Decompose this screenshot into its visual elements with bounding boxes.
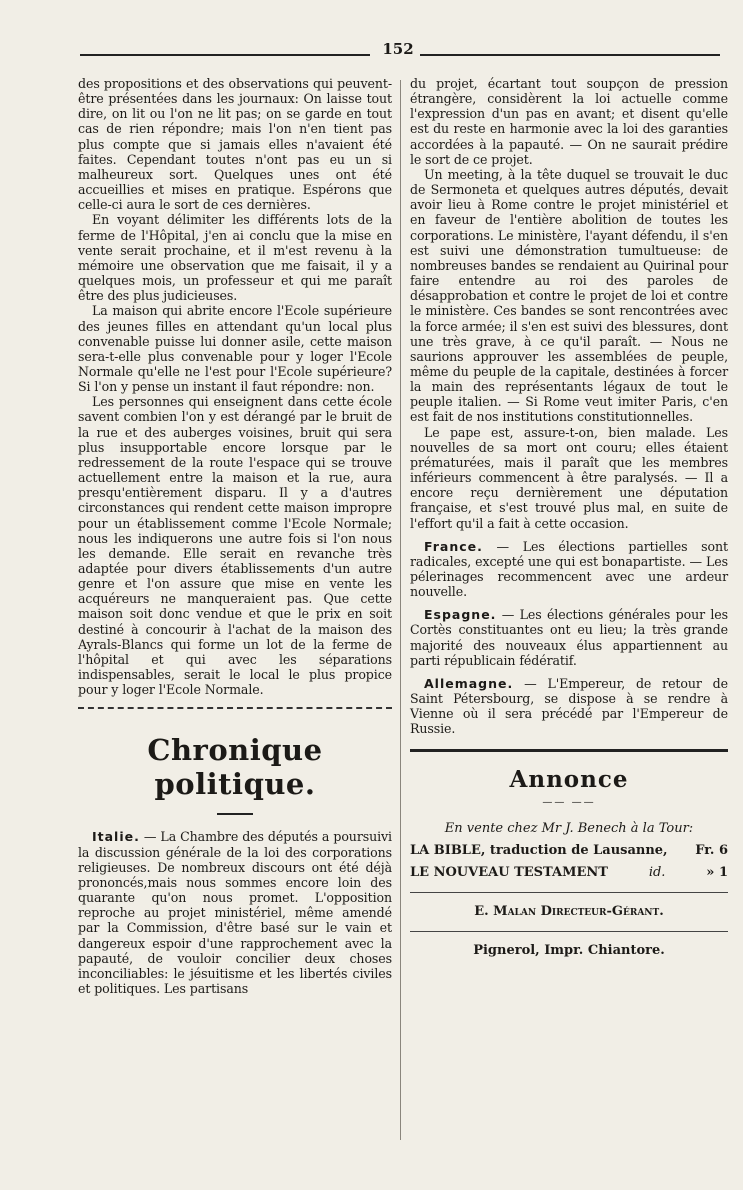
paragraph: Un meeting, à la tête duquel se trouvait le duc de Sermoneta et quelques autres députés, devait avoir lieu à Rome contre le projet ministériel et en faveur de l'entière abolition de toutes les corporations. Le ministère, l'ayant défendu, il s'en est suivi une démonstration tumultueuse: de nombreuses bandes se rendaient au Quirinal pour faire entendre au roi des paroles de désapprobation et contre le projet de loi et contre le ministère. Ces bandes se sont rencontrées avec la force armée; il s'en est suivi des blessures, dont une très grave, à ce qu'il paraît. — Nous ne saurions approuver les assemblées de peuple, même du peuple de la capitale, destinées à forcer la main des représentants légaux de tout le peuple italien. — Si Rome veut imiter Paris, c'en est fait de nos institutions constitutionnelles. bbox=[410, 166, 728, 425]
country-label: Allemagne. bbox=[424, 675, 514, 691]
annonce-divider bbox=[410, 749, 728, 752]
paragraph-text: — Les élections partielles sont radicales, excepté une qui est bonapartiste. — Les pélerinages recommencent avec une ardeur nouvelle. bbox=[410, 538, 728, 600]
paragraph-allemagne bbox=[410, 676, 728, 737]
nt-title: LE NOUVEAU TESTAMENT bbox=[410, 864, 608, 880]
footer-rule bbox=[410, 931, 728, 932]
section-divider bbox=[78, 707, 392, 709]
paragraph-text: — La Chambre des députés a poursuivi la discussion générale de la loi des corporations religieuses. De nombreux discours ont été déjà prononcés,mais nous sommes encore loin des quarante qu'on nous promet. L'opposition reproche au projet ministériel, même amendé par la Commission, d'être basé sur le vain et dangereux espoir d'une rapprochement avec la papauté, de vouloir concilier deux choses inconciliables: le jésuitisme et les libertés civiles et politiques. Les partisans bbox=[78, 829, 392, 996]
page-number: 152 bbox=[382, 40, 414, 58]
bible-price: Fr. 6 bbox=[695, 842, 728, 858]
country-label: Italie. bbox=[92, 829, 140, 845]
country-label: Espagne. bbox=[424, 607, 497, 623]
annonce-line-bible bbox=[410, 840, 728, 862]
paragraph-text: — Les élections générales pour les Cortès constituantes ont eu lieu; la très grande majorité des nouveaux élus appartiennent au parti républicain fédératif. bbox=[410, 607, 728, 668]
header-rule-left bbox=[80, 54, 370, 56]
printer-line: Pignerol, Impr. Chiantore. bbox=[473, 942, 665, 958]
paragraph: des propositions et des observations qui peuvent-être présentées dans les journaux: On laisse tout dire, on lit ou l'on ne lit pas; on se garde en tout cas de rien répondre; mais l'on n'en tient pas plus compte que si jamais elles n'avaient été faites. Cependant toutes n'ont pas eu un si malheureux sort. Quelques unes ont été accueillies et mises en pratique. Espérons que celle-ci aura le sort de ces dernières. bbox=[78, 76, 392, 213]
section-title: Chronique politique. bbox=[147, 733, 323, 802]
annonce-block bbox=[410, 818, 728, 962]
annonce-dash: —— —— bbox=[542, 796, 596, 808]
title-rule bbox=[217, 813, 253, 815]
header-rule-right bbox=[420, 54, 720, 56]
paragraph: En voyant délimiter les différents lots de la ferme de l'Hôpital, j'en ai conclu que la mise en vente serait prochaine, et il m'est revenu à la mémoire une observation que me faisait, il y a quelques mois, un professeur et qui me paraît être des plus judicieuses. bbox=[78, 212, 392, 304]
paragraph-france bbox=[410, 539, 728, 600]
footer-rule bbox=[410, 892, 728, 893]
paragraph: Le pape est, assure-t-on, bien malade. Les nouvelles de sa mort ont couru; elles étaient prématurées, mais il paraît que les membres inférieurs commencent à être paralysés. — Il a encore reçu dernièrement une députation française, et s'est trouvé plus mal, en suite de l'effort qu'il a fait à cette occasion. bbox=[410, 424, 728, 531]
left-column bbox=[78, 76, 392, 996]
paragraph-italie bbox=[78, 829, 392, 996]
nt-price: » 1 bbox=[706, 864, 728, 880]
paragraph: La maison qui abrite encore l'Ecole supérieure des jeunes filles en attendant qu'un local plus convenable puisse lui donner asile, cette maison sera-t-elle plus convenable pour y loger l'Ecole Normale qu'elle ne l'est pour l'Ecole supérieure? Si l'on y pense un instant il faut répondre: non. bbox=[78, 303, 392, 395]
paragraph-text: — L'Empereur, de retour de Saint Pétersbourg, se dispose à se rendre à Vienne où il sera précédé par l'Empereur de Russie. bbox=[410, 675, 728, 737]
paragraph-espagne bbox=[410, 607, 728, 668]
paragraph: du projet, écartant tout soupçon de pression étrangère, considèrent la loi actuelle comme l'expression d'un pas en avant; et disent qu'elle est du reste en harmonie avec la loi des garanties accordées à la papauté. — On ne saurait prédire le sort de ce projet. bbox=[410, 76, 728, 167]
director-line: E. Malan Directeur-Gérant. bbox=[474, 903, 664, 919]
country-label: France. bbox=[424, 538, 483, 554]
annonce-line-nt bbox=[410, 862, 728, 884]
paragraph: Les personnes qui enseignent dans cette école savent combien l'on y est dérangé par le bruit de la rue et des auberges voisines, bruit qui sera plus insupportable encore lorsque par le redressement de la route l'espace qui se trouve actuellement entre la maison et la rue, aura presqu'entièrement disparu. Il y a d'autres circonstances qui rendent cette maison impropre pour un établissement comme l'Ecole Normale; nous les indiquerons une autre fois si l'on nous les demande. Elle serait en revanche très adaptée pour divers établissements d'un autre genre et l'on assure que mise en vente les acquéreurs ne manqueraient pas. Que cette maison soit donc vendue et que le prix en soit destiné à concourir à l'achat de la maison des Ayrals-Blancs qui forme un lot de la ferme de l'hôpital et qui avec les séparations indispensables, serait le local le plus propice pour y loger l'Ecole Normale. bbox=[78, 394, 392, 698]
annonce-title: Annonce bbox=[509, 765, 629, 793]
page-header bbox=[80, 40, 720, 66]
column-separator bbox=[400, 80, 401, 1140]
nt-id: id. bbox=[648, 864, 666, 880]
annonce-vente: En vente chez Mr J. Benech à la Tour: bbox=[444, 820, 694, 836]
right-column bbox=[410, 76, 728, 962]
bible-title: LA BIBLE, traduction de Lausanne, bbox=[410, 842, 668, 858]
